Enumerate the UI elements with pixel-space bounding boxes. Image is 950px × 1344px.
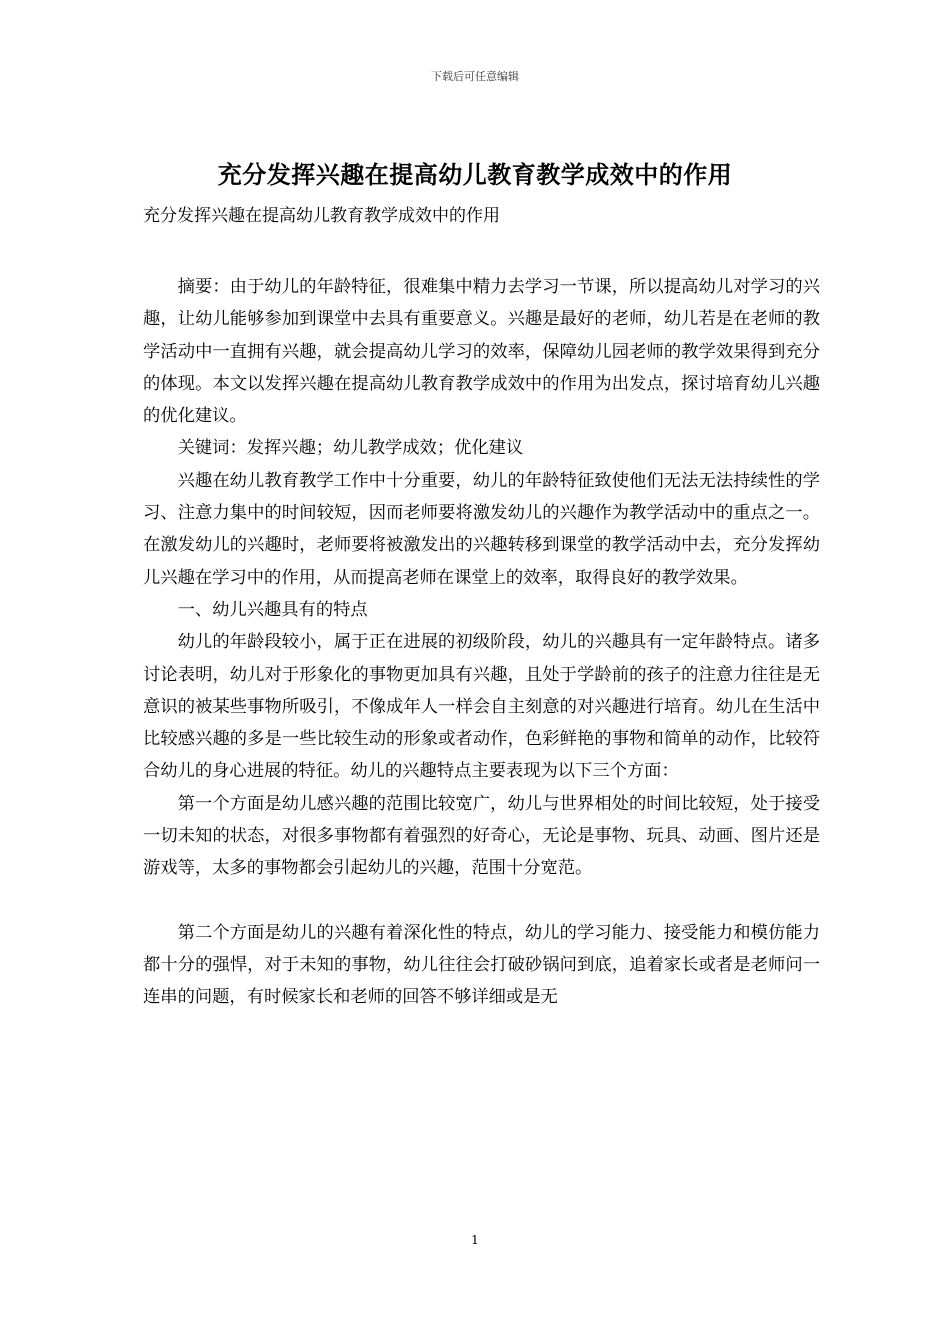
document-body bbox=[143, 271, 820, 1014]
body-paragraph: 第一个方面是幼儿感兴趣的范围比较宽广，幼儿与世界相处的时间比较短，处于接受一切未知的状态，对很多事物都有着强烈的好奇心，无论是事物、玩具、动画、图片还是游戏等，太多的事物都会引起幼儿的兴趣，范围十分宽范。 bbox=[143, 793, 820, 879]
document-subtitle: 充分发挥兴趣在提高幼儿教育教学成效中的作用 bbox=[143, 206, 500, 226]
abstract-paragraph: 摘要：由于幼儿的年龄特征，很难集中精力去学习一节课，所以提高幼儿对学习的兴趣，让幼儿能够参加到课堂中去具有重要意义。兴趣是最好的老师，幼儿若是在老师的教学活动中一直拥有兴趣，就会提高幼儿学习的效率，保障幼儿园老师的教学效果得到充分的体现。本文以发挥兴趣在提高幼儿教育教学成效中的作用为出发点，探讨培育幼儿兴趣的优化建议。 bbox=[143, 277, 820, 427]
body-paragraph: 第二个方面是幼儿的兴趣有着深化性的特点，幼儿的学习能力、接受能力和模仿能力都十分的强悍，对于未知的事物，幼儿往往会打破砂锅问到底，追着家长或者是老师问一连串的问题，有时候家长和老师的回答不够详细或是无 bbox=[143, 922, 820, 1008]
section-heading: 一、幼儿兴趣具有的特点 bbox=[177, 599, 368, 620]
keywords-paragraph: 关键词：发挥兴趣；幼儿教学成效；优化建议 bbox=[177, 438, 524, 459]
intro-paragraph: 兴趣在幼儿教育教学工作中十分重要，幼儿的年龄特征致使他们无法无法持续性的学习、注意力集中的时间较短，因而老师要将激发幼儿的兴趣作为教学活动中的重点之一。在激发幼儿的兴趣时，老师要将被激发出的兴趣转移到课堂的教学活动中去，充分发挥幼儿兴趣在学习中的作用，从而提高老师在课堂上的效率，取得良好的教学效果。 bbox=[143, 470, 820, 588]
document-title: 充分发挥兴趣在提高幼儿教育教学成效中的作用 bbox=[217, 160, 733, 189]
body-paragraph: 幼儿的年龄段较小，属于正在进展的初级阶段，幼儿的兴趣具有一定年龄特点。诸多讨论表明，幼儿对于形象化的事物更加具有兴趣，且处于学龄前的孩子的注意力往往是无意识的被某些事物所吸引，不像成年人一样会自主刻意的对兴趣进行培育。幼儿在生活中比较感兴趣的多是一些比较生动的形象或者动作，色彩鲜艳的事物和简单的动作，比较符合幼儿的身心进展的特征。幼儿的兴趣特点主要表现为以下三个方面： bbox=[143, 632, 820, 782]
page-header-note: 下载后可任意编辑 bbox=[431, 70, 519, 83]
page-number: 1 bbox=[471, 1233, 479, 1247]
